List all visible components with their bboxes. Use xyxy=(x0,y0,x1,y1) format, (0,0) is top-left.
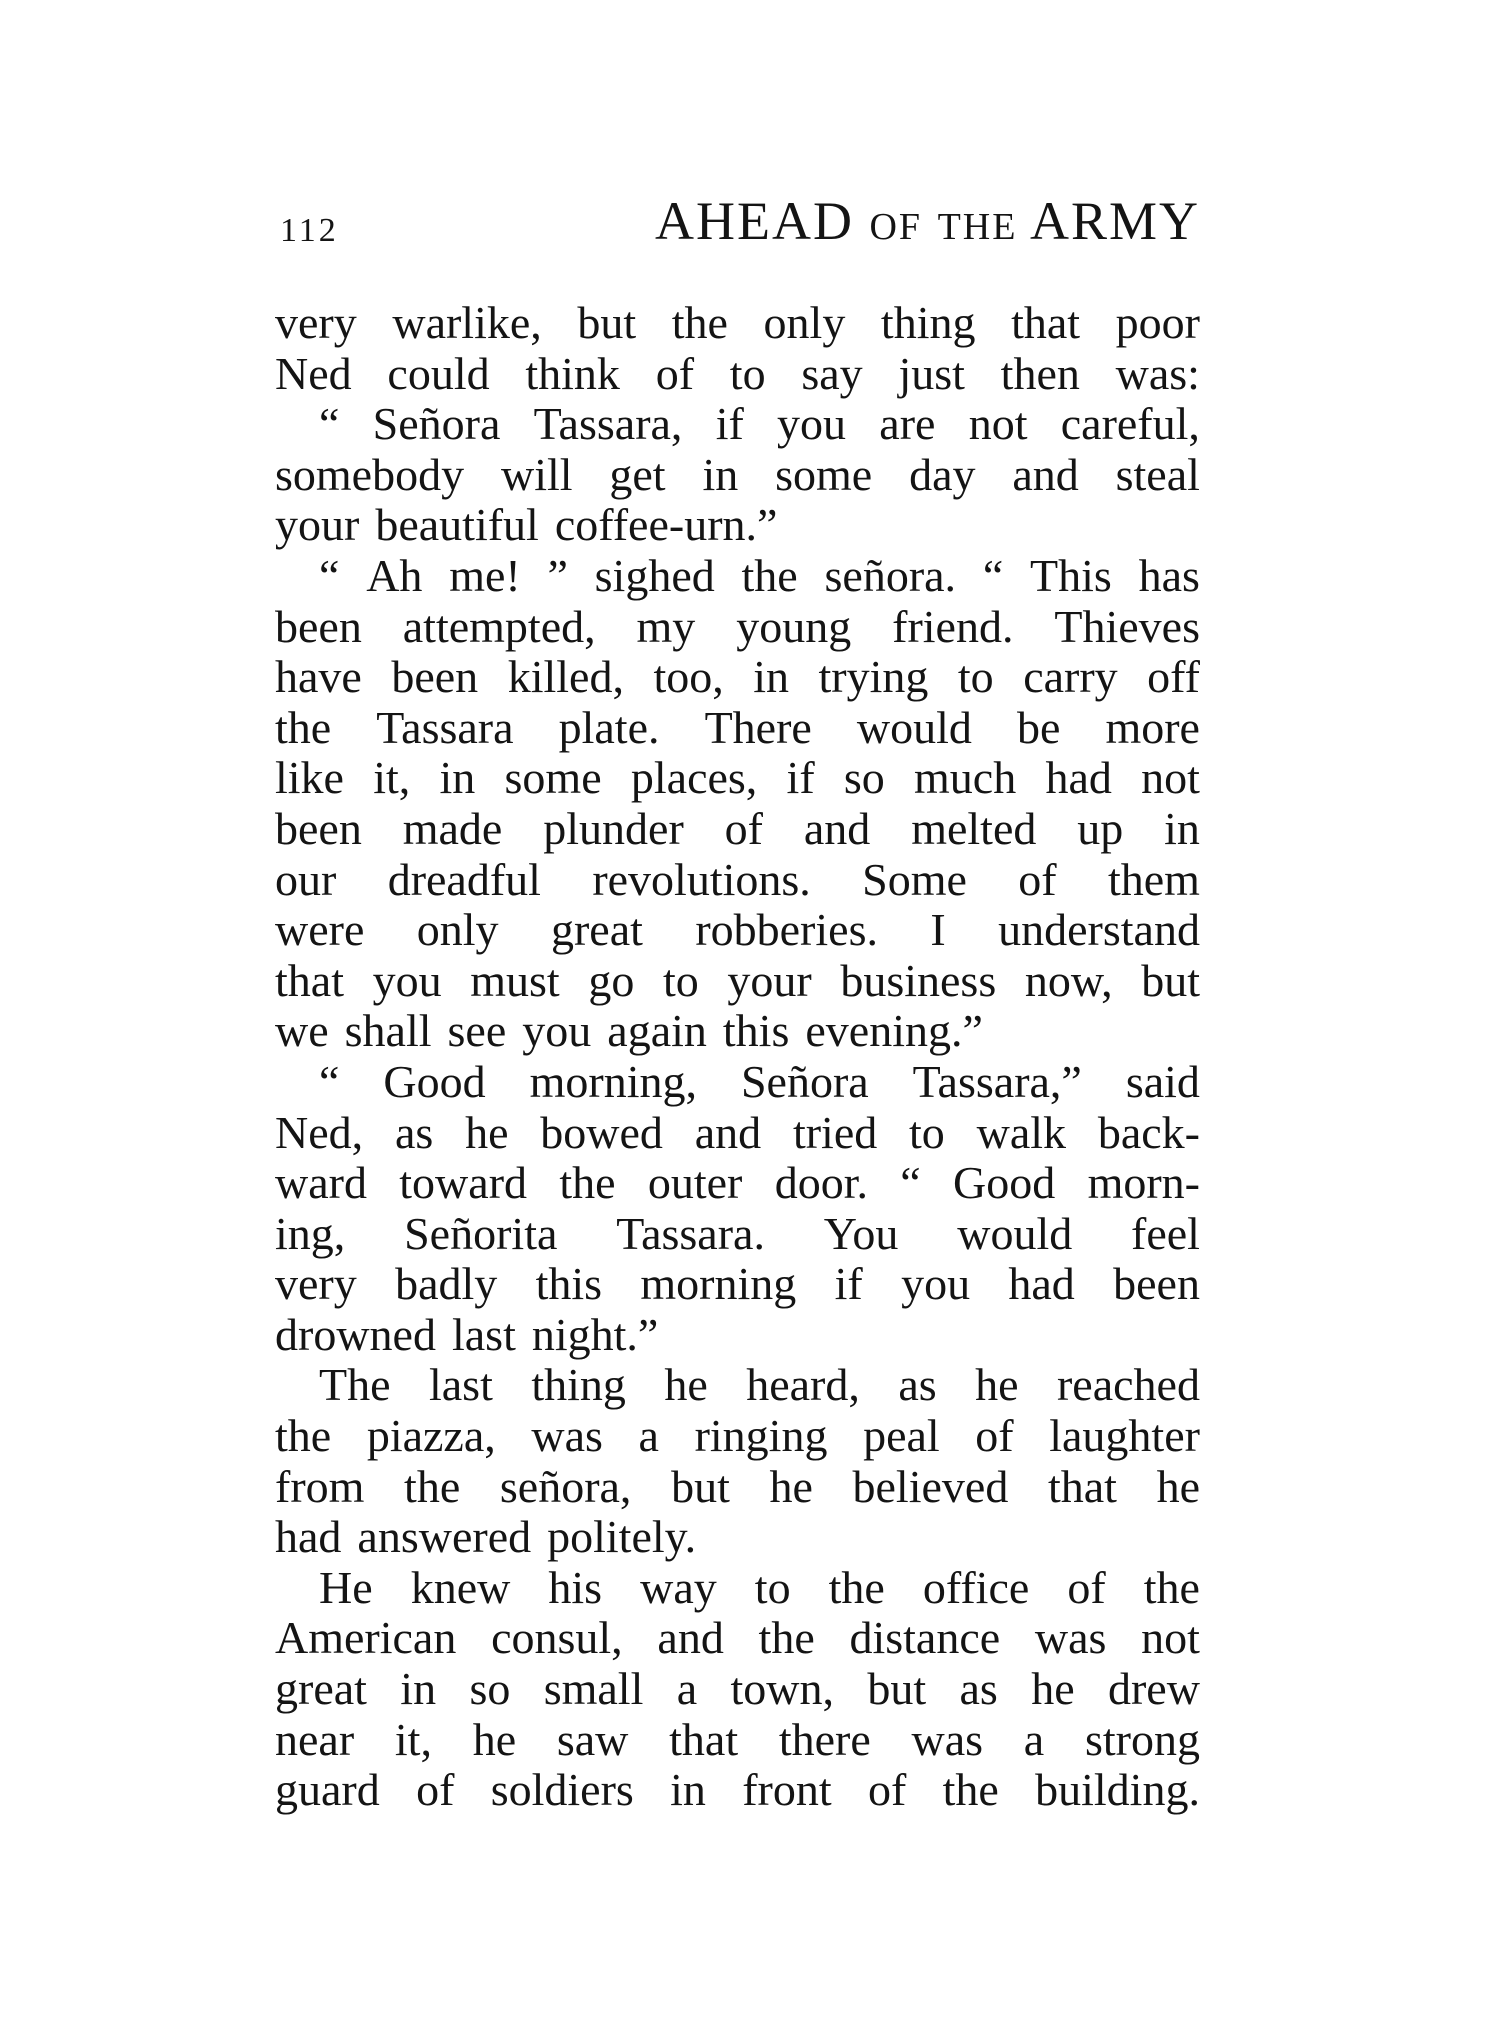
word: “ xyxy=(900,1157,921,1209)
word: Good xyxy=(953,1157,1056,1209)
word: knew xyxy=(410,1561,511,1613)
word: in xyxy=(400,1663,437,1715)
word: to xyxy=(909,1106,945,1158)
word: guard xyxy=(275,1764,380,1816)
word: bowed xyxy=(540,1106,663,1158)
text-line xyxy=(275,450,1200,501)
body-text xyxy=(275,298,1200,1816)
word: of xyxy=(724,802,763,854)
word: American xyxy=(275,1612,457,1664)
word: feel xyxy=(1131,1207,1200,1259)
word: his xyxy=(548,1561,603,1613)
text-line xyxy=(275,1360,1200,1411)
word: the xyxy=(671,297,728,348)
text-line xyxy=(275,399,1200,450)
word: was: xyxy=(1115,347,1200,399)
word: but xyxy=(671,1460,730,1512)
word: again xyxy=(607,1005,707,1057)
word: drew xyxy=(1107,1663,1200,1715)
word: friend. xyxy=(892,600,1014,652)
word: your xyxy=(275,499,360,551)
text-line xyxy=(275,1563,1200,1614)
running-head xyxy=(270,190,1200,260)
word: There xyxy=(704,701,812,753)
word: answered xyxy=(357,1511,532,1563)
word: great xyxy=(550,904,643,956)
text-line xyxy=(275,652,1200,703)
word: plate. xyxy=(558,701,660,753)
word: tried xyxy=(792,1106,878,1158)
word: like xyxy=(275,752,344,804)
word: were xyxy=(275,904,365,956)
word: places, xyxy=(630,752,758,804)
word: not xyxy=(1141,1612,1200,1664)
word: off xyxy=(1147,651,1200,703)
running-title-word: AHEAD xyxy=(655,191,854,251)
word: small xyxy=(543,1663,644,1715)
word: but xyxy=(1141,954,1200,1006)
text-line xyxy=(275,905,1200,956)
word: near xyxy=(275,1713,355,1765)
word: in xyxy=(753,651,790,703)
word: he xyxy=(664,1359,708,1411)
word: if xyxy=(834,1258,863,1310)
word: get xyxy=(609,448,666,500)
text-line xyxy=(275,1664,1200,1715)
text-line xyxy=(275,349,1200,400)
word: ” xyxy=(547,549,568,601)
word: be xyxy=(1016,701,1061,753)
word: said xyxy=(1125,1055,1200,1107)
word: if xyxy=(786,752,815,804)
word: thing xyxy=(880,297,976,348)
word: our xyxy=(275,853,337,905)
word: very xyxy=(275,1258,357,1310)
word: you xyxy=(372,954,442,1006)
word: it, xyxy=(373,752,411,804)
word: thing xyxy=(531,1359,626,1411)
word: had xyxy=(275,1511,342,1563)
word: morning xyxy=(640,1258,797,1310)
word: day xyxy=(909,448,976,500)
word: to xyxy=(754,1561,791,1613)
page-number: 112 xyxy=(280,212,339,249)
word: the xyxy=(1143,1561,1200,1613)
word: from xyxy=(275,1460,365,1512)
word: been xyxy=(1113,1258,1200,1310)
word: had xyxy=(1045,752,1112,804)
word: ward xyxy=(275,1157,367,1209)
word: you xyxy=(522,1005,592,1057)
word: heard, xyxy=(746,1359,860,1411)
word: plunder xyxy=(543,802,684,854)
text-line xyxy=(275,1057,1200,1108)
word: more xyxy=(1105,701,1200,753)
word: but xyxy=(867,1663,927,1715)
text-line xyxy=(275,753,1200,804)
word: “ xyxy=(319,398,340,450)
word: he xyxy=(465,1106,509,1158)
word: back- xyxy=(1097,1106,1200,1158)
text-line xyxy=(275,1108,1200,1159)
running-title-word: ARMY xyxy=(1029,191,1200,251)
text-line xyxy=(275,551,1200,602)
word: then xyxy=(1000,347,1080,399)
word: of xyxy=(416,1764,455,1816)
word: last xyxy=(428,1359,493,1411)
word: office xyxy=(922,1561,1030,1613)
word: shall xyxy=(344,1005,432,1057)
text-line xyxy=(275,1259,1200,1310)
word: ringing xyxy=(694,1410,828,1462)
word: piazza, xyxy=(366,1410,496,1462)
word: say xyxy=(801,347,863,399)
word: town, xyxy=(730,1663,835,1715)
word: front xyxy=(742,1764,832,1816)
word: warlike, xyxy=(392,297,542,348)
word: he xyxy=(975,1359,1019,1411)
word: consul, xyxy=(491,1612,623,1664)
text-line xyxy=(275,956,1200,1007)
word: very xyxy=(275,297,357,348)
word: now, xyxy=(1024,954,1113,1006)
word: think xyxy=(525,347,620,399)
word: the xyxy=(758,1612,815,1664)
word: this xyxy=(722,1005,790,1057)
word: door. xyxy=(774,1157,868,1209)
word: ing, xyxy=(275,1207,346,1259)
word: that xyxy=(275,954,344,1006)
word: poor xyxy=(1115,297,1200,348)
word: distance xyxy=(849,1612,1001,1664)
word: morn- xyxy=(1087,1157,1200,1209)
word: and xyxy=(1012,448,1079,500)
word: in xyxy=(670,1764,706,1816)
word: he xyxy=(1031,1663,1075,1715)
word: outer xyxy=(647,1157,743,1209)
word: he xyxy=(472,1713,517,1765)
word: politely. xyxy=(547,1511,697,1563)
word: last xyxy=(451,1308,516,1360)
word: Tassara, xyxy=(533,398,683,450)
word: business xyxy=(840,954,997,1006)
word: “ xyxy=(319,549,340,601)
text-line xyxy=(275,1512,1200,1563)
text-line xyxy=(275,804,1200,855)
running-title xyxy=(655,190,1200,252)
word: Thieves xyxy=(1054,600,1200,652)
word: if xyxy=(715,398,744,450)
word: robberies. xyxy=(695,904,878,956)
word: are xyxy=(879,398,936,450)
word: me! xyxy=(449,549,521,601)
word: not xyxy=(968,398,1028,450)
word: soldiers xyxy=(490,1764,634,1816)
word: in xyxy=(439,752,476,804)
word: Ned xyxy=(275,347,352,399)
word: in xyxy=(702,448,739,500)
word: He xyxy=(319,1561,373,1613)
word: señora. xyxy=(824,549,957,601)
word: great xyxy=(275,1663,367,1715)
word: evening.” xyxy=(805,1005,983,1057)
text-line xyxy=(275,1715,1200,1766)
running-title-word: THE xyxy=(937,206,1018,248)
word: just xyxy=(898,347,965,399)
word: Ned, xyxy=(275,1106,364,1158)
word: morning, xyxy=(529,1055,697,1107)
word: there xyxy=(778,1713,871,1765)
text-line xyxy=(275,602,1200,653)
word: young xyxy=(736,600,852,652)
word: he xyxy=(1156,1460,1200,1512)
text-line xyxy=(275,1765,1200,1816)
word: melted xyxy=(911,802,1037,854)
text-line xyxy=(275,1006,1200,1057)
word: Tassara xyxy=(376,701,514,753)
word: peal xyxy=(863,1410,940,1462)
word: you xyxy=(901,1258,971,1310)
word: go xyxy=(588,954,635,1006)
word: the xyxy=(404,1460,461,1512)
word: toward xyxy=(399,1157,528,1209)
word: laughter xyxy=(1049,1410,1200,1462)
word: the xyxy=(942,1764,999,1816)
word: This xyxy=(1030,549,1112,601)
word: would xyxy=(856,701,972,753)
word: to xyxy=(957,651,994,703)
word: walk xyxy=(976,1106,1067,1158)
word: I xyxy=(930,904,946,956)
word: the xyxy=(828,1561,885,1613)
word: reached xyxy=(1056,1359,1200,1411)
word: steal xyxy=(1115,448,1200,500)
word: somebody xyxy=(275,448,465,500)
word: has xyxy=(1138,549,1200,601)
word: much xyxy=(914,752,1017,804)
word: of xyxy=(655,347,695,399)
text-line xyxy=(275,500,1200,551)
word: been xyxy=(391,651,479,703)
word: saw xyxy=(556,1713,629,1765)
word: Señora xyxy=(740,1055,869,1107)
word: understand xyxy=(998,904,1200,956)
word: could xyxy=(387,347,490,399)
word: the xyxy=(741,549,798,601)
word: señora, xyxy=(499,1460,632,1512)
word: way xyxy=(640,1561,717,1613)
word: and xyxy=(694,1106,762,1158)
word: Tassara,” xyxy=(912,1055,1082,1107)
word: Some xyxy=(862,853,967,905)
word: that xyxy=(1047,1460,1117,1512)
word: killed, xyxy=(507,651,624,703)
word: believed xyxy=(852,1460,1009,1512)
word: some xyxy=(775,448,873,500)
word: been xyxy=(275,802,362,854)
word: Señora xyxy=(372,398,501,450)
word: only xyxy=(763,297,846,348)
word: too, xyxy=(653,651,724,703)
word: carry xyxy=(1023,651,1118,703)
word: was xyxy=(1034,1612,1107,1664)
word: would xyxy=(957,1207,1073,1259)
word: a xyxy=(676,1663,698,1715)
word: but xyxy=(577,297,637,348)
text-line xyxy=(275,1462,1200,1513)
word: as xyxy=(394,1106,434,1158)
word: coffee-urn.” xyxy=(554,499,778,551)
text-line xyxy=(275,855,1200,906)
word: it, xyxy=(394,1713,432,1765)
word: in xyxy=(1164,802,1200,854)
word: Tassara. xyxy=(616,1207,765,1259)
word: been xyxy=(275,600,362,652)
text-line xyxy=(275,703,1200,754)
word: beautiful xyxy=(375,499,539,551)
word: building. xyxy=(1035,1764,1200,1816)
word: so xyxy=(469,1663,511,1715)
word: sighed xyxy=(594,549,715,601)
word: must xyxy=(470,954,560,1006)
word: “ xyxy=(319,1055,340,1107)
word: that xyxy=(1011,297,1081,348)
text-line xyxy=(275,298,1200,349)
word: only xyxy=(416,904,499,956)
text-line xyxy=(275,1613,1200,1664)
word: badly xyxy=(395,1258,498,1310)
word: was xyxy=(531,1410,603,1462)
text-line xyxy=(275,1158,1200,1209)
word: you xyxy=(777,398,847,450)
word: drowned xyxy=(275,1308,436,1360)
word: of xyxy=(867,1764,907,1816)
word: trying xyxy=(818,651,929,703)
word: and xyxy=(657,1612,724,1664)
word: a xyxy=(638,1410,659,1462)
word: as xyxy=(898,1359,937,1411)
word: up xyxy=(1077,802,1124,854)
word: the xyxy=(275,701,332,753)
word: not xyxy=(1141,752,1200,804)
word: Señorita xyxy=(404,1207,558,1259)
word: that xyxy=(669,1713,739,1765)
word: my xyxy=(636,600,696,652)
word: he xyxy=(769,1460,813,1512)
word: as xyxy=(959,1663,998,1715)
word: a xyxy=(1023,1713,1045,1765)
text-line xyxy=(275,1209,1200,1260)
text-line xyxy=(275,1310,1200,1361)
word: night.” xyxy=(531,1308,659,1360)
word: “ xyxy=(982,549,1004,601)
word: attempted, xyxy=(402,600,596,652)
word: to xyxy=(662,954,699,1006)
word: will xyxy=(500,448,573,500)
word: made xyxy=(402,802,503,854)
word: some xyxy=(504,752,602,804)
word: see xyxy=(447,1005,507,1057)
word: of xyxy=(1018,853,1057,905)
word: the xyxy=(275,1410,332,1462)
word: revolutions. xyxy=(592,853,811,905)
word: Ah xyxy=(366,549,423,601)
word: You xyxy=(823,1207,899,1259)
word: your xyxy=(727,954,812,1006)
word: so xyxy=(843,752,885,804)
word: have xyxy=(275,651,362,703)
word: of xyxy=(975,1410,1014,1462)
word: to xyxy=(729,347,766,399)
text-line xyxy=(275,1411,1200,1462)
word: had xyxy=(1008,1258,1075,1310)
word: we xyxy=(275,1005,329,1057)
running-title-word: OF xyxy=(869,206,923,248)
word: and xyxy=(803,802,871,854)
word: was xyxy=(911,1713,984,1765)
word: The xyxy=(319,1359,391,1411)
word: this xyxy=(535,1258,603,1310)
word: of xyxy=(1067,1561,1106,1613)
word: careful, xyxy=(1060,398,1200,450)
word: dreadful xyxy=(387,853,541,905)
word: strong xyxy=(1084,1713,1200,1765)
word: Good xyxy=(383,1055,486,1107)
word: the xyxy=(559,1157,616,1209)
word: them xyxy=(1107,853,1200,905)
